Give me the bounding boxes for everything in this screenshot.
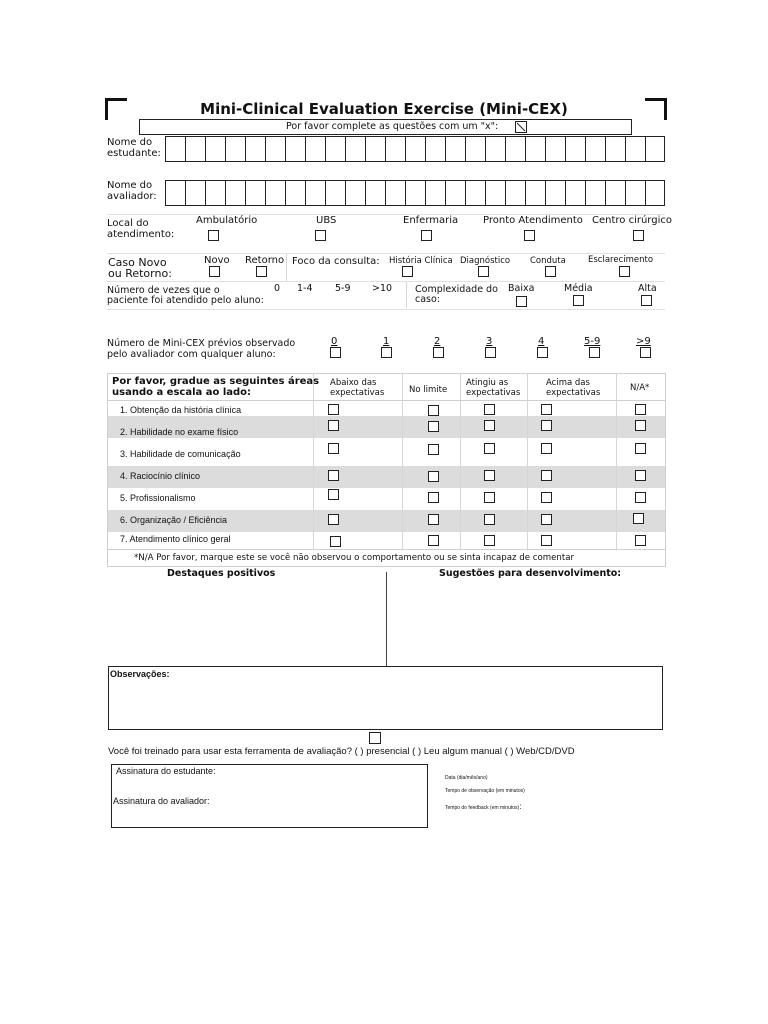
location-ambulatorio-checkbox[interactable]	[208, 230, 219, 241]
grade-r1-na-checkbox[interactable]	[635, 404, 646, 415]
location-option-ubs: UBS	[316, 215, 337, 226]
grade-r1-above-checkbox[interactable]	[541, 404, 552, 415]
name-char-cell[interactable]	[386, 181, 406, 205]
instruction-bar	[139, 119, 632, 135]
previous-cex-5-9-checkbox[interactable]	[589, 347, 600, 358]
times-seen-label-1: Número de vezes que o	[107, 285, 220, 296]
times-seen-option-5-9: 5-9	[335, 283, 351, 294]
previous-cex-3-checkbox[interactable]	[485, 347, 496, 358]
observations-label: Observações:	[110, 669, 170, 679]
grade-r5-borderline-checkbox[interactable]	[428, 492, 439, 503]
highlights-label: Destaques positivos	[167, 568, 276, 579]
student-name-label-1: Nome do	[107, 137, 153, 148]
previous-cex-option-9: >9	[636, 336, 651, 347]
case-label-2: ou Retorno:	[108, 267, 172, 280]
name-char-cell[interactable]	[626, 137, 646, 161]
grade-r4-borderline-checkbox[interactable]	[428, 471, 439, 482]
times-seen-option-1-4: 1-4	[297, 283, 313, 294]
signature-box[interactable]	[111, 764, 428, 828]
name-char-cell[interactable]	[386, 137, 406, 161]
training-question: Você foi treinado para usar esta ferramenta de avaliação? ( ) presencial ( ) Leu algum manual ( ) Web/CD/DVD	[108, 746, 575, 757]
observations-box[interactable]	[108, 666, 663, 730]
column-below-2: expectativas	[330, 388, 385, 398]
grade-r3-na-checkbox[interactable]	[635, 443, 646, 454]
name-char-cell[interactable]	[546, 181, 566, 205]
complexity-label-2: caso:	[415, 294, 441, 305]
grade-r7-below-checkbox[interactable]	[330, 536, 341, 547]
grade-r1-meets-checkbox[interactable]	[484, 404, 495, 415]
column-meets-1: Atingiu as	[466, 378, 509, 388]
grading-header-2: usando a escala ao lado:	[112, 387, 252, 398]
column-above-2: expectativas	[546, 388, 601, 398]
previous-cex-1-checkbox[interactable]	[381, 347, 392, 358]
grade-r4-na-checkbox[interactable]	[635, 470, 646, 481]
name-char-cell[interactable]	[186, 181, 206, 205]
previous-cex-2-checkbox[interactable]	[433, 347, 444, 358]
case-option-retorno: Retorno	[245, 255, 285, 266]
location-ubs-checkbox[interactable]	[315, 230, 326, 241]
name-char-cell[interactable]	[346, 181, 366, 205]
grade-r6-above-checkbox[interactable]	[541, 514, 552, 525]
evaluator-name-label-2: avaliador:	[107, 191, 157, 202]
grading-row-5: 5. Profissionalismo	[120, 493, 196, 503]
name-char-cell[interactable]	[466, 181, 486, 205]
name-char-cell[interactable]	[326, 137, 346, 161]
name-char-cell[interactable]	[426, 181, 446, 205]
previous-cex-option-5-9: 5-9	[584, 336, 601, 347]
student-name-label-2: estudante:	[107, 148, 161, 159]
case-label-1: Caso Novo	[108, 256, 167, 269]
grading-row-4: 4. Raciocínio clínico	[120, 471, 201, 481]
location-pronto-atendimento-checkbox[interactable]	[524, 230, 535, 241]
grade-r4-below-checkbox[interactable]	[328, 470, 339, 481]
grading-footnote: *N/A Por favor, marque este se você não observou o comportamento ou se sinta incapaz de comentar	[134, 553, 574, 563]
focus-historia-checkbox[interactable]	[402, 266, 413, 277]
name-char-cell[interactable]	[526, 181, 546, 205]
grade-r3-above-checkbox[interactable]	[541, 443, 552, 454]
grade-r5-meets-checkbox[interactable]	[484, 492, 495, 503]
location-option-ambulatorio: Ambulatório	[196, 215, 258, 226]
grade-r5-above-checkbox[interactable]	[541, 492, 552, 503]
name-char-cell[interactable]	[286, 181, 306, 205]
grading-row-6: 6. Organização / Eficiência	[120, 515, 228, 525]
feedback-time-label	[445, 802, 521, 811]
name-char-cell[interactable]	[466, 137, 486, 161]
previous-cex-9-checkbox[interactable]	[640, 347, 651, 358]
grade-r2-below-checkbox[interactable]	[328, 420, 339, 431]
grading-row-7: 7. Atendimento clínico geral	[120, 534, 231, 544]
name-char-cell[interactable]	[406, 137, 426, 161]
times-seen-option-10: >10	[372, 283, 393, 294]
focus-option-diagnostico: Diagnóstico	[460, 256, 511, 266]
name-char-cell[interactable]	[486, 181, 506, 205]
evaluator-name-field[interactable]	[165, 180, 665, 206]
name-char-cell[interactable]	[186, 137, 206, 161]
name-char-cell[interactable]	[406, 181, 426, 205]
grade-r2-meets-checkbox[interactable]	[484, 420, 495, 431]
grading-row-1: 1. Obtenção da história clínica	[120, 405, 242, 415]
name-char-cell[interactable]	[306, 181, 326, 205]
name-char-cell[interactable]	[226, 181, 246, 205]
column-below-1: Abaixo das	[330, 378, 377, 388]
name-char-cell[interactable]	[566, 137, 586, 161]
previous-cex-option-4: 4	[538, 336, 545, 347]
focus-diagnostico-checkbox[interactable]	[478, 266, 489, 277]
case-retorno-checkbox[interactable]	[256, 266, 267, 277]
location-label-2: atendimento:	[107, 229, 175, 240]
name-char-cell[interactable]	[226, 137, 246, 161]
grade-r5-na-checkbox[interactable]	[635, 492, 646, 503]
instruction-text: Por favor complete as questões com um "x":	[286, 121, 499, 132]
grade-r7-meets-checkbox[interactable]	[484, 535, 495, 546]
previous-cex-4-checkbox[interactable]	[537, 347, 548, 358]
grade-r4-meets-checkbox[interactable]	[484, 470, 495, 481]
name-char-cell[interactable]	[426, 137, 446, 161]
focus-label: Foco da consulta:	[292, 256, 380, 267]
grade-r4-above-checkbox[interactable]	[541, 470, 552, 481]
complexity-media-checkbox[interactable]	[573, 295, 584, 306]
grade-r7-borderline-checkbox[interactable]	[428, 535, 439, 546]
name-char-cell[interactable]	[246, 137, 266, 161]
name-char-cell[interactable]	[506, 181, 526, 205]
previous-cex-option-3: 3	[486, 336, 493, 347]
grading-row-2: 2. Habilidade no exame físico	[120, 427, 239, 437]
name-char-cell[interactable]	[626, 181, 646, 205]
grade-r2-borderline-checkbox[interactable]	[428, 421, 439, 432]
name-char-cell[interactable]	[366, 181, 386, 205]
focus-option-conduta: Conduta	[530, 256, 566, 266]
name-char-cell[interactable]	[446, 181, 466, 205]
grade-r6-meets-checkbox[interactable]	[484, 514, 495, 525]
name-char-cell[interactable]	[266, 137, 286, 161]
previous-cex-0-checkbox[interactable]	[330, 347, 341, 358]
name-char-cell[interactable]	[606, 137, 626, 161]
feedback-time-colon: :	[519, 802, 522, 811]
name-char-cell[interactable]	[586, 137, 606, 161]
name-char-cell[interactable]	[166, 137, 186, 161]
name-char-cell[interactable]	[446, 137, 466, 161]
student-name-field[interactable]	[165, 136, 665, 162]
grade-r2-above-checkbox[interactable]	[541, 420, 552, 431]
feedback-time-text: Tempo do feedback (em minutos)	[445, 805, 520, 811]
previous-cex-option-2: 2	[434, 336, 441, 347]
times-seen-label-2: paciente foi atendido pelo aluno:	[107, 295, 264, 306]
name-char-cell[interactable]	[566, 181, 586, 205]
grade-r6-borderline-checkbox[interactable]	[428, 514, 439, 525]
complexity-alta-checkbox[interactable]	[641, 295, 652, 306]
name-char-cell[interactable]	[526, 137, 546, 161]
focus-option-esclarecimento: Esclarecimento	[588, 255, 654, 265]
name-char-cell[interactable]	[546, 137, 566, 161]
name-char-cell[interactable]	[606, 181, 626, 205]
grade-r1-below-checkbox[interactable]	[328, 404, 339, 415]
location-option-centro-cirurgico: Centro cirúrgico	[592, 215, 672, 226]
complexity-option-alta: Alta	[638, 283, 657, 294]
suggestions-label: Sugestões para desenvolvimento:	[439, 568, 622, 579]
focus-option-historia: História Clínica	[389, 256, 453, 266]
times-seen-option-0: 0	[274, 283, 281, 294]
grade-r7-na-checkbox[interactable]	[635, 535, 646, 546]
grade-r6-na-checkbox[interactable]	[633, 513, 644, 524]
name-char-cell[interactable]	[486, 137, 506, 161]
complexity-baixa-checkbox[interactable]	[516, 296, 527, 307]
complexity-label-1: Complexidade do	[415, 284, 498, 295]
grading-row-3: 3. Habilidade de comunicação	[120, 449, 241, 459]
observation-time-label: Tempo de observação (em minutos)	[445, 788, 525, 794]
previous-cex-option-0: 0	[331, 336, 338, 347]
grade-r1-borderline-checkbox[interactable]	[428, 405, 439, 416]
name-char-cell[interactable]	[506, 137, 526, 161]
evaluator-name-label-1: Nome do	[107, 180, 153, 191]
name-char-cell[interactable]	[166, 181, 186, 205]
grade-r5-below-checkbox[interactable]	[328, 489, 339, 500]
complexity-option-media: Média	[564, 283, 593, 294]
column-above-1: Acima das	[546, 378, 590, 388]
name-char-cell[interactable]	[286, 137, 306, 161]
name-char-cell[interactable]	[586, 181, 606, 205]
x-mark-icon	[516, 122, 526, 132]
stray-checkbox[interactable]	[369, 732, 381, 744]
column-meets-2: expectativas	[466, 388, 521, 398]
example-x-checkbox	[515, 121, 527, 133]
complexity-option-baixa: Baixa	[508, 283, 535, 294]
case-novo-checkbox[interactable]	[209, 266, 220, 277]
grade-r6-below-checkbox[interactable]	[328, 514, 339, 525]
grade-r3-below-checkbox[interactable]	[328, 443, 339, 454]
column-borderline-1: No limite	[409, 385, 448, 395]
name-char-cell[interactable]	[346, 137, 366, 161]
name-char-cell[interactable]	[366, 137, 386, 161]
previous-cex-label-2: pelo avaliador com qualquer aluno:	[107, 349, 276, 360]
focus-conduta-checkbox[interactable]	[545, 266, 556, 277]
previous-cex-option-1: 1	[383, 336, 390, 347]
comments-divider	[386, 572, 387, 666]
date-label: Data (dia/mês/ano)	[445, 775, 488, 781]
grading-header-1: Por favor, gradue as seguintes áreas	[112, 376, 320, 387]
student-signature-label: Assinatura do estudante:	[116, 766, 216, 776]
form-title: Mini-Clinical Evaluation Exercise (Mini-CEX)	[200, 100, 568, 118]
name-char-cell[interactable]	[246, 181, 266, 205]
location-label-1: Local do	[107, 218, 149, 229]
location-centro-cirurgico-checkbox[interactable]	[633, 230, 644, 241]
location-option-enfermaria: Enfermaria	[403, 215, 459, 226]
grade-r7-above-checkbox[interactable]	[541, 535, 552, 546]
name-char-cell[interactable]	[206, 181, 226, 205]
grade-r3-borderline-checkbox[interactable]	[428, 444, 439, 455]
name-char-cell[interactable]	[206, 137, 226, 161]
focus-esclarecimento-checkbox[interactable]	[619, 266, 630, 277]
previous-cex-label-1: Número de Mini-CEX prévios observado	[107, 338, 296, 349]
location-option-pronto-atendimento: Pronto Atendimento	[483, 215, 583, 226]
grade-r3-meets-checkbox[interactable]	[484, 443, 495, 454]
evaluator-signature-label: Assinatura do avaliador:	[113, 796, 210, 806]
name-char-cell[interactable]	[326, 181, 346, 205]
name-char-cell[interactable]	[266, 181, 286, 205]
location-enfermaria-checkbox[interactable]	[421, 230, 432, 241]
grade-r2-na-checkbox[interactable]	[635, 420, 646, 431]
name-char-cell[interactable]	[306, 137, 326, 161]
column-na-1: N/A*	[630, 383, 650, 393]
case-option-novo: Novo	[204, 255, 230, 266]
